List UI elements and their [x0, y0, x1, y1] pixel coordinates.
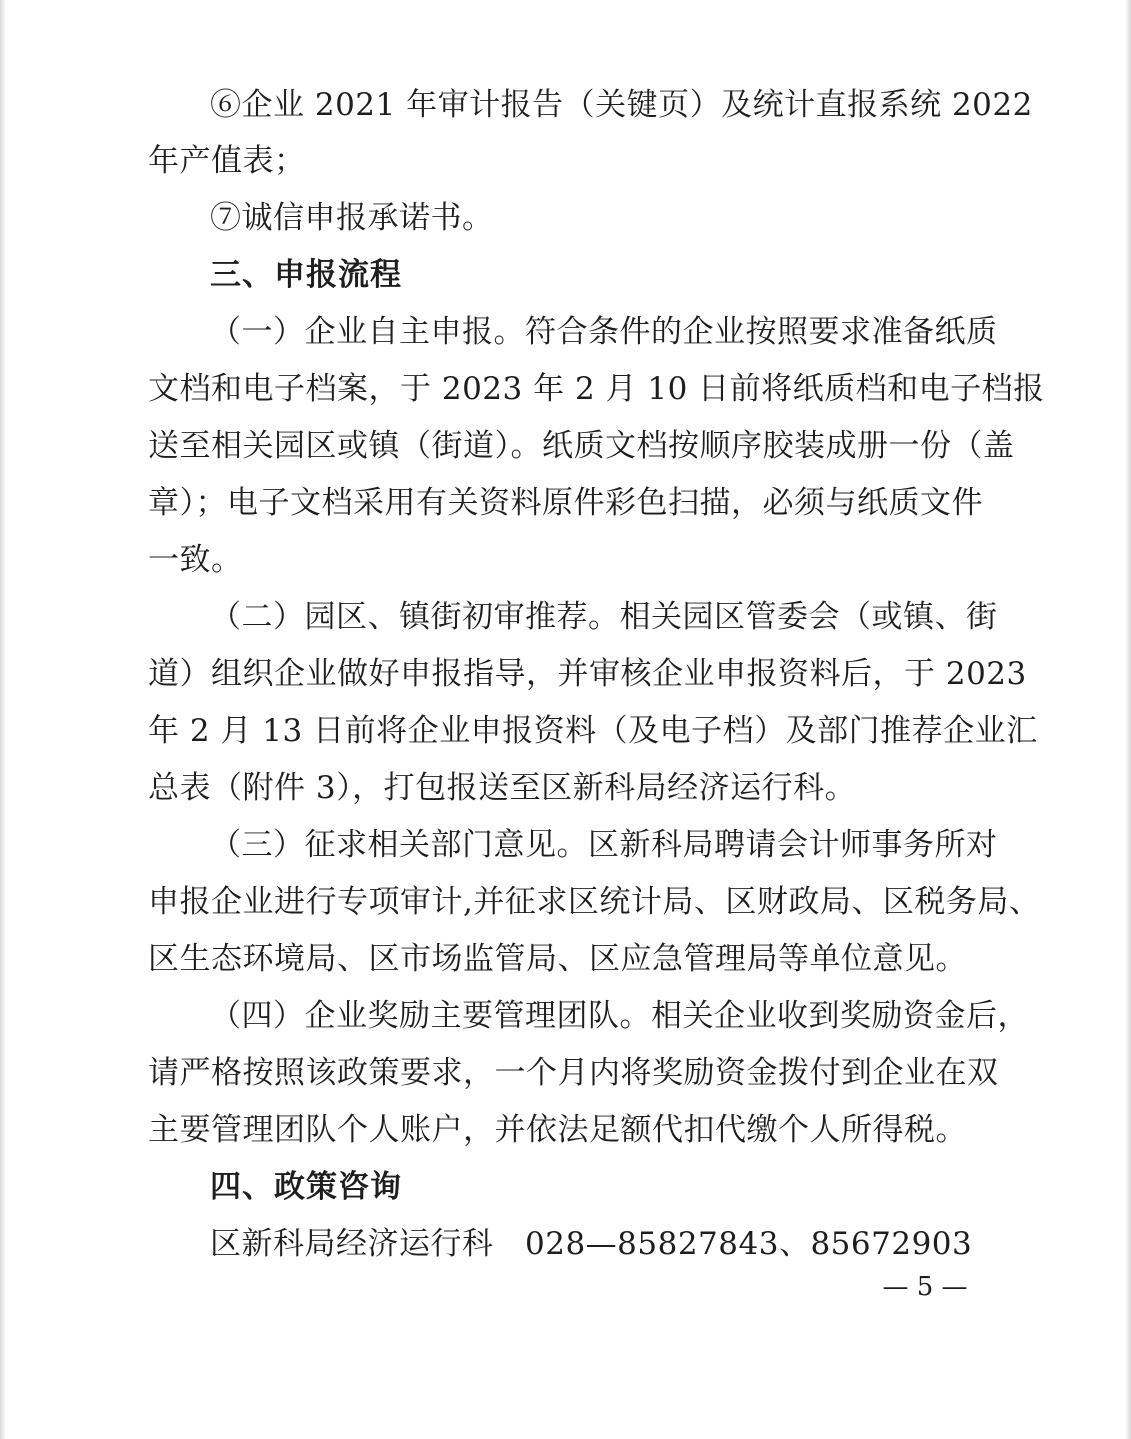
section-heading-process: 三、申报流程: [210, 257, 402, 293]
paragraph-line: （三）征求相关部门意见。区新科局聘请会计师事务所对: [210, 827, 998, 863]
paragraph-line: （一）企业自主申报。符合条件的企业按照要求准备纸质: [210, 314, 998, 350]
list-item-audit-report: ⑥企业 2021 年审计报告（关键页）及统计直报系统 2022: [210, 87, 1033, 123]
paragraph-line: 一致。: [148, 542, 243, 578]
scan-edge-right: [1125, 0, 1131, 1439]
paragraph-line: 章）；电子文档采用有关资料原件彩色扫描，必须与纸质文件: [148, 485, 983, 521]
list-item-integrity-pledge: ⑦诚信申报承诺书。: [210, 200, 494, 236]
paragraph-line: 道）组织企业做好申报指导，并审核企业申报资料后，于 2023: [148, 656, 1027, 692]
paragraph-line: 送至相关园区或镇（街道）。纸质文档按顺序胶装成册一份（盖: [148, 428, 1015, 464]
paragraph-line: 申报企业进行专项审计,并征求区统计局、区财政局、区税务局、: [148, 884, 1041, 920]
paragraph-line: 区生态环境局、区市场监管局、区应急管理局等单位意见。: [148, 941, 967, 977]
paragraph-line: 主要管理团队个人账户，并依法足额代扣代缴个人所得税。: [148, 1112, 967, 1148]
page-number: — 5 —: [882, 1272, 968, 1302]
paragraph-line: （二）园区、镇街初审推荐。相关园区管委会（或镇、街: [210, 599, 998, 635]
paragraph-line: 请严格按照该政策要求，一个月内将奖励资金拨付到企业在双: [148, 1055, 999, 1091]
section-heading-consultation: 四、政策咨询: [210, 1169, 402, 1205]
paragraph-line: 年 2 月 13 日前将企业申报资料（及电子档）及部门推荐企业汇: [148, 713, 1038, 749]
contact-line: 区新科局经济运行科 028—85827843、85672903: [210, 1226, 973, 1262]
list-item-audit-report-cont: 年产值表；: [148, 143, 306, 179]
scan-edge-left: [0, 0, 6, 1439]
paragraph-line: 总表（附件 3），打包报送至区新科局经济运行科。: [148, 770, 857, 806]
paragraph-line: （四）企业奖励主要管理团队。相关企业收到奖励资金后，: [210, 998, 1029, 1034]
paragraph-line: 文档和电子档案，于 2023 年 2 月 10 日前将纸质档和电子档报: [148, 371, 1045, 407]
